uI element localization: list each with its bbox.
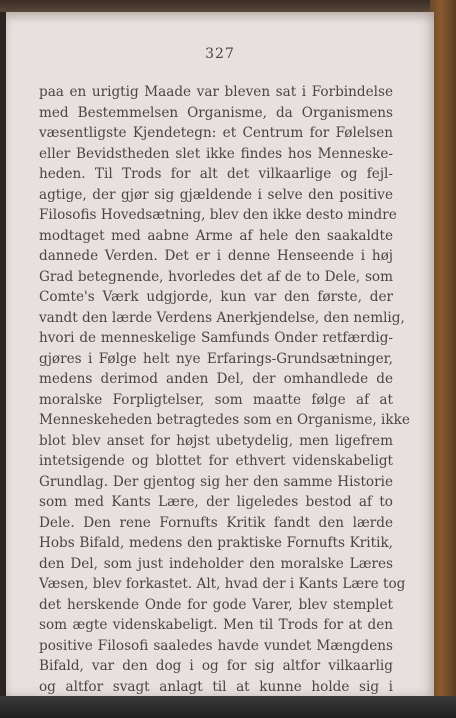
text-line: positive Filosofi saaledes havde vundet Mængdens xyxy=(39,637,393,654)
page-number: 327 xyxy=(205,46,235,62)
text-line: Dele. Den rene Fornufts Kritik fandt den lærde xyxy=(39,514,393,531)
text-line: Hobs Bifald, medens den praktiske Fornufts Kritik, xyxy=(39,535,393,551)
text-line: Grad betegnende, hvorledes det af de to Dele, som xyxy=(39,268,393,285)
text-line: medens derimod anden Del, der omhandlede de xyxy=(39,371,393,387)
text-line: eller Bevidstheden slet ikke findes hos Menneske- xyxy=(39,145,393,162)
text-line: vandt den lærde Verdens Anerkjendelse, den nemlig, xyxy=(39,309,405,326)
text-line: agtige, der gjør sig gjældende i selve den positive xyxy=(39,186,393,203)
text-line: Grundlag. Der gjentog sig her den samme Historie xyxy=(39,473,393,490)
page-body-text xyxy=(39,82,410,697)
text-line: modtaget med aabne Arme af hele den saakaldte xyxy=(39,227,393,244)
text-line: heden. Til Trods for alt det vilkaarlige og fejl- xyxy=(39,166,393,182)
book-top-edge xyxy=(0,0,456,12)
text-line: Menneskeheden betragtedes som en Organisme, ikke xyxy=(39,412,410,428)
book-bottom-edge xyxy=(0,696,456,718)
text-line: blot blev anset for højst ubetydelig, men ligefrem xyxy=(39,432,393,449)
text-line: paa en urigtig Maade var bleven sat i Forbindelse xyxy=(39,84,393,100)
text-line: hvori de menneskelige Samfunds Onder retfærdig- xyxy=(39,330,393,346)
text-line: gjøres i Følge helt nye Erfarings-Grundsætninger, xyxy=(39,350,393,367)
text-line: Bifald, var den dog i og for sig altfor vilkaarlig xyxy=(39,658,393,674)
text-line: som med Kants Lære, der ligeledes bestod af to xyxy=(39,494,393,510)
text-line: Comte's Værk udgjorde, kun var den første, der xyxy=(39,289,393,305)
text-line: dannede Verden. Det er i denne Henseende i høj xyxy=(39,248,393,264)
text-line: Filosofis Hovedsætning, blev den ikke desto mindre xyxy=(39,207,397,223)
text-line: væsentligste Kjendetegn: et Centrum for Følelsen xyxy=(39,125,393,141)
text-line: intetsigende og blottet for ethvert videnskabeligt xyxy=(39,453,393,469)
text-line: som ægte videnskabeligt. Men til Trods for at den xyxy=(39,617,393,633)
text-line: moralske Forpligtelser, som maatte følge af at xyxy=(39,391,393,408)
text-line: den Del, som just indeholder den moralske Læres xyxy=(39,555,393,572)
text-line: Væsen, blev forkastet. Alt, hvad der i Kants Lære tog xyxy=(39,576,406,592)
text-line: og altfor svagt anlagt til at kunne holde sig i xyxy=(39,678,393,695)
text-line: med Bestemmelsen Organisme, da Organismens xyxy=(39,104,393,121)
text-line: det herskende Onde for gode Varer, blev stemplet xyxy=(39,596,393,613)
book-page xyxy=(6,12,434,696)
